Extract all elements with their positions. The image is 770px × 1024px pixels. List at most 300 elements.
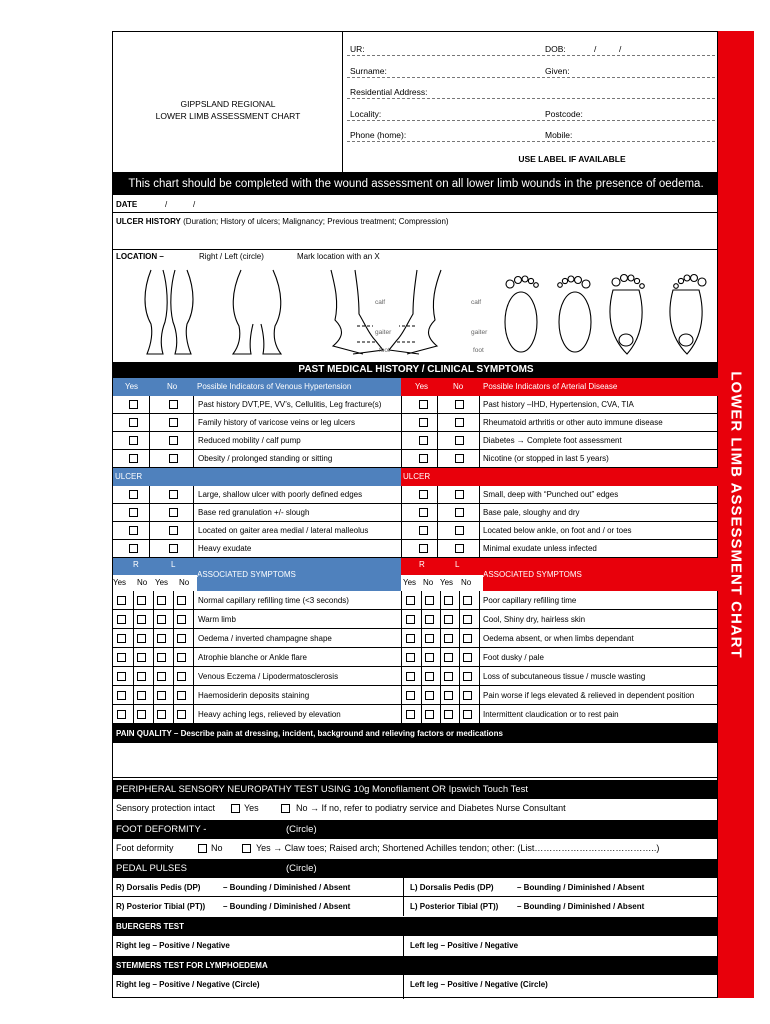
assoc-title: ASSOCIATED SYMPTOMS [483,570,582,579]
divider [173,705,174,724]
buergers-header: BUERGERS TEST [113,917,719,936]
divider [437,432,438,450]
instruction-banner: This chart should be completed with the wound assessment on all lower limb wounds in the presence of oedema. [113,173,719,195]
ur-line[interactable] [347,55,715,56]
front-legs-icon [145,270,193,354]
arterial-left-no-checkbox[interactable] [463,634,472,643]
divider [149,522,150,540]
table-row [113,648,719,667]
venous-right-yes-checkbox[interactable] [117,672,126,681]
venous-right-no-checkbox[interactable] [137,634,146,643]
given-label: Given: [545,66,570,76]
arterial-right-no-checkbox[interactable] [425,653,434,662]
venous-right-yes-checkbox[interactable] [117,634,126,643]
arterial-no-checkbox[interactable] [455,526,464,535]
arterial-right-no-checkbox[interactable] [425,596,434,605]
divider [193,540,194,558]
date-slash: / [165,200,168,209]
divider [401,705,402,724]
divider [437,450,438,468]
divider [401,504,402,522]
arterial-symptom: Foot dusky / pale [483,653,544,662]
sensory-no-label: No → If no, refer to podiatry service and Diabetes Nurse Consultant [296,803,566,813]
side-title-bar [718,31,754,998]
arterial-left-yes-checkbox[interactable] [444,710,453,719]
stemmers-right[interactable]: Right leg – Positive / Negative (Circle) [116,980,260,989]
l-dp-label: L) Dorsalis Pedis (DP) [410,883,494,892]
divider [113,249,719,250]
sensory-label: Sensory protection intact [116,803,216,813]
divider [173,591,174,610]
arterial-no-checkbox[interactable] [455,400,464,409]
ulcer-history-hint: (Duration; History of ulcers; Malignancy; Previous treatment; Compression) [183,217,449,226]
table-row [113,686,719,705]
venous-item: Large, shallow ulcer with poorly defined edges [198,490,363,499]
arterial-no-checkbox[interactable] [455,490,464,499]
divider [193,450,194,468]
arterial-left-yes-checkbox[interactable] [444,672,453,681]
divider [479,667,480,686]
yes-header: Yes [155,578,169,587]
divider [401,540,402,558]
table-row [113,486,719,504]
divider [193,629,194,648]
arterial-left-yes-checkbox[interactable] [444,691,453,700]
phone-line[interactable] [347,141,715,142]
arterial-right-no-checkbox[interactable] [425,672,434,681]
venous-left-no-checkbox[interactable] [177,672,186,681]
right-header: R [133,560,139,569]
arterial-symptom: Intermittent claudication or to rest pain [483,710,619,719]
divider [153,667,154,686]
l-pt-options[interactable]: – Bounding / Diminished / Absent [517,902,645,911]
use-label-note: USE LABEL IF AVAILABLE [518,154,626,164]
divider [153,705,154,724]
venous-right-no-checkbox[interactable] [137,596,146,605]
arterial-left-no-checkbox[interactable] [463,672,472,681]
l-dp-options[interactable]: – Bounding / Diminished / Absent [517,883,645,892]
assessment-form [112,31,718,998]
deformity-no-checkbox[interactable] [198,844,207,853]
surname-label: Surname: [350,66,387,76]
no-header: No [137,578,148,587]
divider [479,522,480,540]
divider [113,896,719,897]
divider [193,591,194,610]
no-header: No [461,578,472,587]
divider [133,610,134,629]
venous-item: Reduced mobility / calf pump [198,436,301,445]
address-line[interactable] [347,98,715,99]
divider [437,522,438,540]
divider [149,504,150,522]
table-row [113,504,719,522]
venous-right-yes-checkbox[interactable] [117,596,126,605]
no-header: No [453,382,464,391]
table-row [113,610,719,629]
arterial-no-checkbox[interactable] [455,436,464,445]
arterial-no-checkbox[interactable] [455,544,464,553]
divider [153,648,154,667]
postcode-label: Postcode: [545,109,583,119]
divider [193,504,194,522]
divider [133,667,134,686]
arterial-yes-checkbox[interactable] [419,436,428,445]
foot-label: foot [379,347,390,354]
pulses-header [113,859,719,878]
divider [479,396,480,414]
venous-yes-checkbox[interactable] [129,544,138,553]
divider [133,629,134,648]
arterial-left-yes-checkbox[interactable] [444,653,453,662]
yes-header: Yes [125,382,139,391]
arterial-no-checkbox[interactable] [455,508,464,517]
pulses-title: PEDAL PULSES [116,863,187,874]
arterial-item: Nicotine (or stopped in last 5 years) [483,454,609,463]
divider [459,629,460,648]
locality-line[interactable] [347,120,715,121]
divider [479,629,480,648]
venous-no-checkbox[interactable] [169,454,178,463]
left-header: L [455,560,460,569]
venous-right-no-checkbox[interactable] [137,672,146,681]
divider [149,396,150,414]
arterial-right-no-checkbox[interactable] [425,710,434,719]
venous-left-no-checkbox[interactable] [177,710,186,719]
divider [440,591,441,610]
venous-title: Possible Indicators of Venous Hypertension [197,382,352,391]
divider [193,414,194,432]
divider [193,396,194,414]
arterial-yes-checkbox[interactable] [419,508,428,517]
venous-right-no-checkbox[interactable] [137,615,146,624]
divider [459,686,460,705]
divider [193,486,194,504]
divider [401,591,402,610]
divider [479,414,480,432]
ur-label: UR: [350,44,365,54]
divider [421,610,422,629]
divider [401,522,402,540]
arterial-symptom: Cool, Shiny dry, hairless skin [483,615,586,624]
r-pt-options[interactable]: – Bounding / Diminished / Absent [223,902,351,911]
divider [459,591,460,610]
venous-header [113,378,401,396]
venous-right-yes-checkbox[interactable] [117,710,126,719]
table-row [113,522,719,540]
divider [440,686,441,705]
divider [440,667,441,686]
chart-title: LOWER LIMB ASSESSMENT CHART [155,111,301,121]
deformity-yes-checkbox[interactable] [242,844,251,853]
arterial-title: Possible Indicators of Arterial Disease [483,382,618,391]
venous-right-yes-checkbox[interactable] [117,615,126,624]
deformity-yes-label: Yes → Claw toes; Raised arch; Shortened Achilles tendon; other: (List…………………………………..) [256,843,660,853]
divider [421,667,422,686]
divider [173,686,174,705]
arterial-right-no-checkbox[interactable] [425,634,434,643]
venous-ulcer-header: ULCER [113,468,401,486]
divider [421,591,422,610]
arterial-right-yes-checkbox[interactable] [406,710,415,719]
venous-yes-checkbox[interactable] [129,418,138,427]
r-dp-label: R) Dorsalis Pedis (DP) [116,883,201,892]
arterial-left-no-checkbox[interactable] [463,615,472,624]
arterial-yes-checkbox[interactable] [419,544,428,553]
org-name: GIPPSLAND REGIONAL [180,99,276,109]
divider [437,486,438,504]
table-row [113,432,719,450]
divider [440,610,441,629]
divider [193,432,194,450]
venous-yes-checkbox[interactable] [129,526,138,535]
venous-left-yes-checkbox[interactable] [157,710,166,719]
arterial-left-yes-checkbox[interactable] [444,596,453,605]
divider [421,705,422,724]
venous-symptom: Atrophie blanche or Ankle flare [198,653,307,662]
surname-line[interactable] [347,77,715,78]
divider [193,522,194,540]
arterial-right-yes-checkbox[interactable] [406,691,415,700]
divider [421,686,422,705]
arterial-left-no-checkbox[interactable] [463,596,472,605]
foot-plantar-icon [670,275,706,355]
divider [401,450,402,468]
divider [479,450,480,468]
locality-label: Locality: [350,109,382,119]
venous-no-checkbox[interactable] [169,490,178,499]
arterial-no-checkbox[interactable] [455,418,464,427]
divider [437,414,438,432]
venous-left-no-checkbox[interactable] [177,691,186,700]
divider [193,705,194,724]
venous-no-checkbox[interactable] [169,508,178,517]
divider [193,686,194,705]
arterial-right-no-checkbox[interactable] [425,615,434,624]
divider [440,705,441,724]
venous-item: Past history DVT,PE, VV’s, Cellulitis, Leg fracture(s) [198,400,382,409]
divider [459,705,460,724]
venous-left-yes-checkbox[interactable] [157,653,166,662]
stemmers-left[interactable]: Left leg – Positive / Negative (Circle) [410,980,548,989]
deformity-header [113,820,719,839]
divider [403,878,404,916]
venous-right-yes-checkbox[interactable] [117,691,126,700]
divider [133,591,134,610]
divider [153,629,154,648]
arterial-item: Past history –IHD, Hypertension, CVA, TIA [483,400,634,409]
divider [153,686,154,705]
venous-symptom: Normal capillary refilling time (<3 seconds) [198,596,349,605]
neuropathy-header: PERIPHERAL SENSORY NEUROPATHY TEST USING 10g Monofilament OR Ipswich Touch Test [113,780,719,799]
divider [149,450,150,468]
divider [173,667,174,686]
divider [149,540,150,558]
venous-item: Base red granulation +/- slough [198,508,310,517]
stemmers-header: STEMMERS TEST FOR LYMPHOEDEMA [113,956,719,975]
venous-item: Obesity / prolonged standing or sitting [198,454,333,463]
foot-label: foot [473,347,484,354]
dob-slash: / [619,44,622,54]
foot-plantar-icon [610,275,644,355]
dob-label: DOB: [545,44,566,54]
divider [479,432,480,450]
venous-no-checkbox[interactable] [169,418,178,427]
venous-no-checkbox[interactable] [169,544,178,553]
divider [479,686,480,705]
buergers-right[interactable]: Right leg – Positive / Negative [116,941,230,950]
arterial-right-yes-checkbox[interactable] [406,653,415,662]
arterial-right-yes-checkbox[interactable] [406,596,415,605]
table-row [113,396,719,414]
form-title [113,98,343,122]
divider [173,629,174,648]
venous-left-no-checkbox[interactable] [177,653,186,662]
venous-yes-checkbox[interactable] [129,454,138,463]
location-instruction: Mark location with an X [297,252,380,261]
arterial-right-yes-checkbox[interactable] [406,615,415,624]
divider [479,504,480,522]
pain-quality-header: PAIN QUALITY – Describe pain at dressing, incident, background and relieving factors or medications [113,724,719,743]
patient-header [113,32,719,173]
arterial-item: Small, deep with “Punched out” edges [483,490,619,499]
date-label: DATE [116,200,138,209]
arterial-left-no-checkbox[interactable] [463,691,472,700]
arterial-symptom: Poor capillary refilling time [483,596,577,605]
divider [401,686,402,705]
table-row [113,591,719,610]
divider [403,936,404,956]
venous-left-yes-checkbox[interactable] [157,615,166,624]
venous-left-yes-checkbox[interactable] [157,691,166,700]
venous-yes-checkbox[interactable] [129,400,138,409]
arterial-symptom: Loss of subcutaneous tissue / muscle wasting [483,672,646,681]
venous-symptom: Haemosiderin deposits staining [198,691,310,700]
divider [173,610,174,629]
divider [479,648,480,667]
sensory-yes-label: Yes [244,803,259,813]
arterial-symptom: Oedema absent, or when limbs dependant [483,634,634,643]
divider [459,648,460,667]
table-row [113,450,719,468]
arterial-left-yes-checkbox[interactable] [444,615,453,624]
arterial-right-yes-checkbox[interactable] [406,634,415,643]
arterial-item: Diabetes → Complete foot assessment [483,436,622,445]
arterial-ulcer-header: ULCER [401,468,719,486]
divider [479,540,480,558]
arterial-yes-checkbox[interactable] [419,526,428,535]
yes-header: Yes [113,578,127,587]
divider [479,591,480,610]
deformity-label: Foot deformity [116,843,174,853]
yes-header: Yes [415,382,429,391]
divider [193,648,194,667]
arterial-left-no-checkbox[interactable] [463,710,472,719]
gaiter-label: gaiter [375,329,392,336]
leg-diagrams[interactable] [113,262,719,360]
venous-right-no-checkbox[interactable] [137,710,146,719]
table-row [113,667,719,686]
pmh-title: PAST MEDICAL HISTORY / CLINICAL SYMPTOMS [113,362,719,378]
arterial-no-checkbox[interactable] [455,454,464,463]
divider [479,705,480,724]
venous-right-no-checkbox[interactable] [137,653,146,662]
venous-no-checkbox[interactable] [169,400,178,409]
arterial-left-yes-checkbox[interactable] [444,634,453,643]
venous-no-checkbox[interactable] [169,526,178,535]
divider [149,486,150,504]
venous-symptom: Oedema / inverted champagne shape [198,634,332,643]
divider [440,629,441,648]
location-side: Right / Left (circle) [199,252,264,261]
buergers-left[interactable]: Left leg – Positive / Negative [410,941,519,950]
divider [403,975,404,999]
yes-header: Yes [403,578,417,587]
arterial-right-no-checkbox[interactable] [425,691,434,700]
calf-label: calf [471,299,482,306]
venous-left-no-checkbox[interactable] [177,615,186,624]
arterial-yes-checkbox[interactable] [419,454,428,463]
divider [437,396,438,414]
arterial-item: Base pale, sloughy and dry [483,508,580,517]
venous-no-checkbox[interactable] [169,436,178,445]
divider [440,648,441,667]
venous-yes-checkbox[interactable] [129,490,138,499]
arterial-left-no-checkbox[interactable] [463,653,472,662]
arterial-yes-checkbox[interactable] [419,418,428,427]
arterial-symptom: Pain worse if legs elevated & relieved in dependent position [483,691,695,700]
divider [421,648,422,667]
venous-left-yes-checkbox[interactable] [157,634,166,643]
arterial-right-yes-checkbox[interactable] [406,672,415,681]
venous-right-no-checkbox[interactable] [137,691,146,700]
divider [401,667,402,686]
divider [479,610,480,629]
arterial-yes-checkbox[interactable] [419,490,428,499]
dob-slash: / [594,44,597,54]
venous-yes-checkbox[interactable] [129,508,138,517]
arterial-yes-checkbox[interactable] [419,400,428,409]
divider [401,648,402,667]
sensory-yes-checkbox[interactable] [231,804,240,813]
no-header: No [167,382,178,391]
divider [193,667,194,686]
deformity-circle: (Circle) [286,824,317,835]
venous-item: Located on gaiter area medial / lateral malleolus [198,526,369,535]
ulcer-history [116,217,449,226]
venous-right-yes-checkbox[interactable] [117,653,126,662]
venous-symptom: Heavy aching legs, relieved by elevation [198,710,341,719]
venous-item: Family history of varicose veins or leg ulcers [198,418,355,427]
arterial-item: Minimal exudate unless infected [483,544,597,553]
venous-left-no-checkbox[interactable] [177,634,186,643]
r-dp-options[interactable]: – Bounding / Diminished / Absent [223,883,351,892]
divider [401,486,402,504]
arterial-item: Rheumatoid arthritis or other auto immune disease [483,418,663,427]
venous-left-no-checkbox[interactable] [177,596,186,605]
venous-left-yes-checkbox[interactable] [157,672,166,681]
right-header: R [419,560,425,569]
venous-yn-header [113,575,197,591]
venous-left-yes-checkbox[interactable] [157,596,166,605]
location-label: LOCATION – [116,252,164,261]
sensory-no-checkbox[interactable] [281,804,290,813]
venous-yes-checkbox[interactable] [129,436,138,445]
divider [153,610,154,629]
divider [401,629,402,648]
venous-symptom: Warm limb [198,615,236,624]
table-row [113,629,719,648]
